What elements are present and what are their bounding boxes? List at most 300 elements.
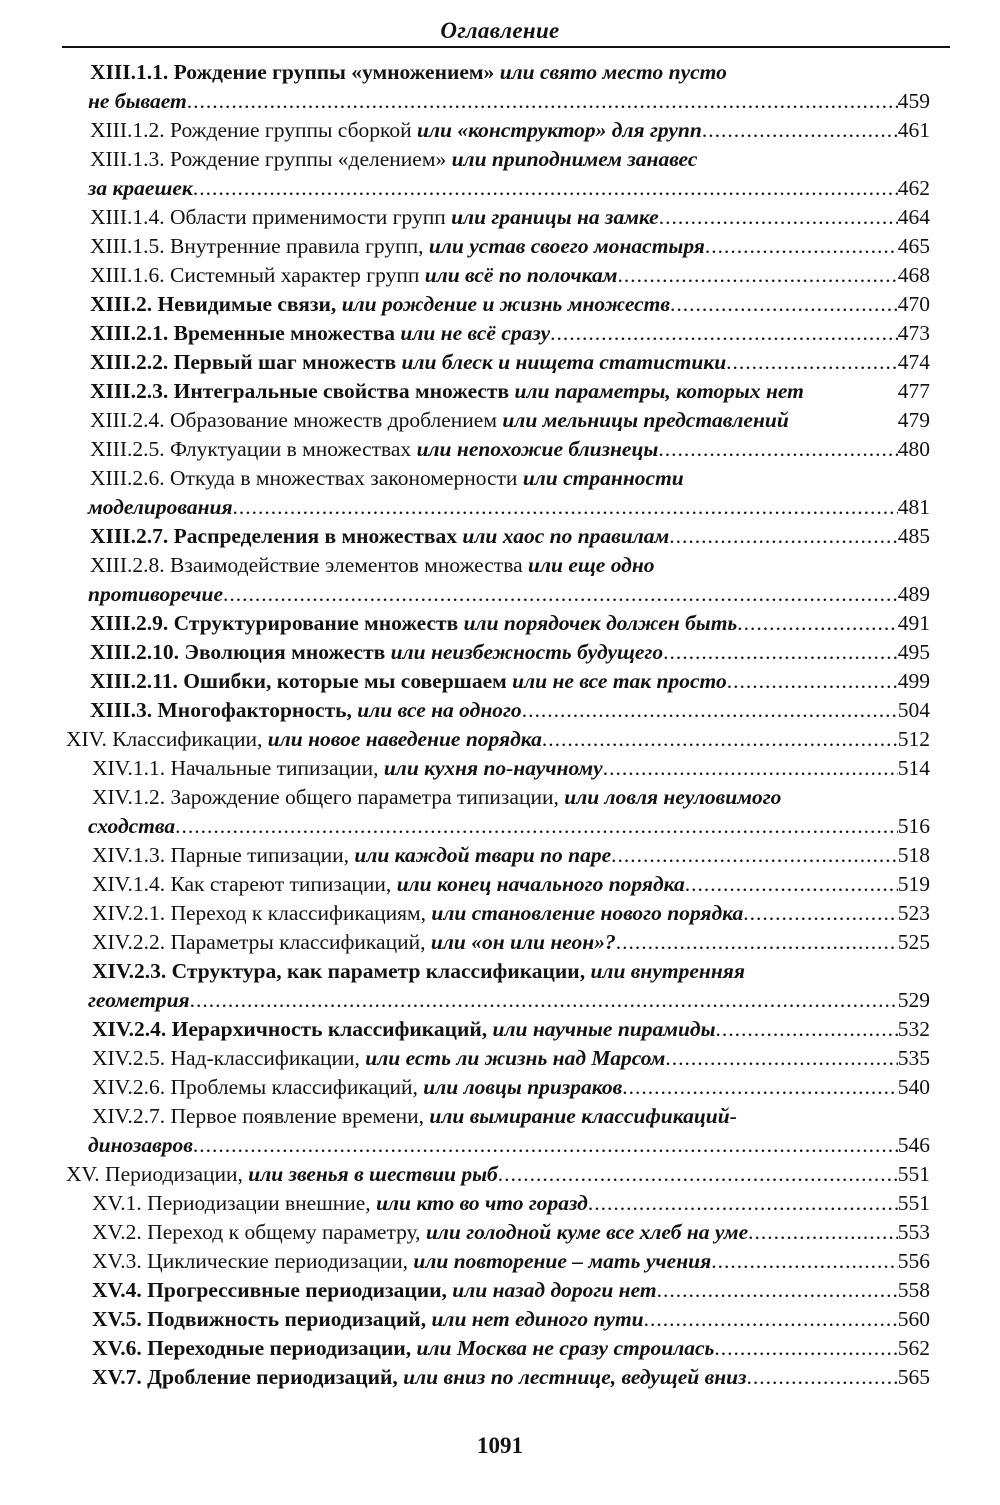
toc-entry-page: 464 <box>897 205 930 229</box>
toc-entry-text <box>90 232 705 261</box>
toc-entry-page: 459 <box>897 89 930 113</box>
toc-entry-page: 504 <box>897 698 930 722</box>
toc-entry-title: Начальные типизации, <box>170 756 379 780</box>
toc-entry-number: XIV.2.1. <box>92 901 166 925</box>
toc-entry-page: 519 <box>897 872 930 896</box>
toc-entry-subtitle: или не все так просто <box>512 669 727 693</box>
toc-leader-dots <box>193 1131 898 1160</box>
toc-entry <box>0 551 1000 609</box>
toc-entry <box>0 1363 1000 1392</box>
toc-entry-subtitle-continuation: геометрия <box>88 988 190 1012</box>
toc-entry-title: Рождение группы «делением» <box>170 147 447 171</box>
toc-entry <box>0 696 1000 725</box>
toc-entry-text <box>66 1160 498 1189</box>
toc-entry-number: XIII.2.8. <box>90 553 165 577</box>
toc-leader-dots <box>644 1305 898 1334</box>
toc-entry-number: XV.4. <box>92 1278 142 1302</box>
toc-entry-line <box>66 1160 930 1189</box>
toc-entry-number: XIII.2.1. <box>90 321 169 345</box>
toc-entry-text <box>92 1305 644 1334</box>
toc-entry <box>0 377 1000 406</box>
toc-entry-subtitle-continuation: динозавров <box>88 1133 193 1157</box>
toc-entry-title: Первый шаг множеств <box>173 350 397 374</box>
toc-entry-number: XV.3. <box>92 1249 142 1273</box>
toc-entry-last-line <box>88 493 930 522</box>
toc-entry-line <box>90 116 930 145</box>
toc-entry-subtitle: или звенья в шествии рыб <box>248 1162 498 1186</box>
toc-entry <box>0 1015 1000 1044</box>
toc-entry-line <box>92 1247 930 1276</box>
toc-entry-number: XIII.2.2. <box>90 350 169 374</box>
toc-entry <box>0 841 1000 870</box>
toc-entry-last-line <box>88 87 930 116</box>
toc-entry-page: 525 <box>897 930 930 954</box>
toc-entry-page: 565 <box>897 1365 930 1389</box>
toc-entry-line <box>92 1015 930 1044</box>
toc-entry-number: XIII.2.9. <box>90 611 169 635</box>
toc-entry-line <box>92 841 930 870</box>
toc-entry-subtitle: или внутренняя <box>590 959 745 983</box>
toc-entry-number: XIV.1.4. <box>92 872 166 896</box>
toc-entry-page: 477 <box>897 379 930 403</box>
toc-entry-line <box>90 377 930 406</box>
toc-entry-title: Структурирование множеств <box>173 611 459 635</box>
toc-entry-page: 514 <box>897 756 930 780</box>
toc-entry <box>0 1276 1000 1305</box>
toc-entry-title: Переход к общему параметру, <box>147 1220 421 1244</box>
toc-entry-line <box>90 696 930 725</box>
toc-entry-subtitle-continuation: за краешек <box>88 176 193 200</box>
toc-entry-page: 489 <box>897 582 930 606</box>
toc-leader-dots <box>665 1044 897 1073</box>
toc-entry-text <box>90 638 663 667</box>
toc-leader-dots <box>737 609 897 638</box>
toc-entry-subtitle-continuation: сходства <box>88 814 176 838</box>
toc-entry-number: XIII.2.10. <box>90 640 180 664</box>
toc-entry-subtitle: или «он или неон»? <box>430 930 616 954</box>
toc-entry-text <box>90 522 669 551</box>
toc-entry-title: Структура, как параметр классификации, <box>171 959 586 983</box>
toc-entry-subtitle-continuation: противоречие <box>88 582 224 606</box>
toc-entry-text <box>90 116 702 145</box>
toc-entry-line <box>90 290 930 319</box>
toc-entry-number: XIII.2.6. <box>90 466 165 490</box>
toc-entry-page: 516 <box>897 814 930 838</box>
toc-entry-title: Невидимые связи, <box>157 292 337 316</box>
toc-entry-subtitle-continuation: не бывает <box>88 89 187 113</box>
toc-entry <box>0 1189 1000 1218</box>
toc-leader-dots <box>670 290 898 319</box>
toc-entry-number: XIII.2.4. <box>90 408 165 432</box>
toc-leader-dots <box>658 435 897 464</box>
toc-entry-text <box>90 435 658 464</box>
toc-entry-subtitle: или ловцы призраков <box>423 1075 623 1099</box>
toc-entry-page: 556 <box>897 1249 930 1273</box>
toc-entry-last-line <box>88 580 930 609</box>
toc-entry-text <box>92 1044 665 1073</box>
toc-leader-dots <box>498 1160 898 1189</box>
toc-entry <box>0 1218 1000 1247</box>
toc-leader-dots <box>190 986 898 1015</box>
toc-entry-page: 529 <box>897 988 930 1012</box>
toc-entry-title: Дробление периодизаций, <box>147 1365 398 1389</box>
toc-leader-dots <box>716 1015 898 1044</box>
toc-entry-subtitle: или кто во что горазд <box>376 1191 588 1215</box>
toc-entry-subtitle: или повторение – мать учения <box>413 1249 712 1273</box>
toc-entry-line <box>66 725 930 754</box>
toc-entry-first-line <box>90 58 727 87</box>
toc-entry-title: Флуктуации в множествах <box>170 437 412 461</box>
toc-entry-title: Переход к классификациям, <box>170 901 427 925</box>
toc-entry-page: 546 <box>897 1133 930 1157</box>
toc-entry <box>0 1073 1000 1102</box>
toc-entry-line <box>92 1218 930 1247</box>
toc-entry-text <box>92 1363 746 1392</box>
toc-entry-page: 558 <box>897 1278 930 1302</box>
toc-entry-line <box>92 899 930 928</box>
toc-entry-subtitle: или новое наведение порядка <box>267 727 542 751</box>
toc-entry <box>0 406 1000 435</box>
toc-entry-page: 473 <box>897 321 930 345</box>
toc-entry-page: 535 <box>897 1046 930 1070</box>
toc-entry-number: XIII.2. <box>90 292 153 316</box>
table-of-contents <box>0 58 1000 1392</box>
toc-entry-number: XIII.1.1. <box>90 60 169 84</box>
toc-entry <box>0 1305 1000 1334</box>
toc-entry-line <box>92 1305 930 1334</box>
toc-entry-title: Подвижность периодизаций, <box>147 1307 427 1331</box>
toc-entry-subtitle: или приподнимем занавес <box>451 147 698 171</box>
toc-entry-page: 532 <box>897 1017 930 1041</box>
toc-entry-subtitle: или свято место пусто <box>499 60 727 84</box>
toc-entry-line <box>90 261 930 290</box>
toc-entry <box>0 609 1000 638</box>
toc-leader-dots <box>685 870 898 899</box>
toc-entry-line <box>90 609 930 638</box>
toc-entry-text <box>92 870 685 899</box>
toc-entry <box>0 957 1000 1015</box>
toc-entry-title: Ошибки, которые мы совершаем <box>183 669 507 693</box>
toc-entry-text <box>92 1276 657 1305</box>
toc-entry <box>0 754 1000 783</box>
toc-leader-dots <box>743 899 897 928</box>
toc-leader-dots <box>622 1073 898 1102</box>
toc-entry-page: 479 <box>897 408 930 432</box>
toc-entry-text <box>92 841 611 870</box>
toc-entry-subtitle: или устав своего монастыря <box>428 234 705 258</box>
toc-entry-subtitle: или параметры, которых нет <box>514 379 804 403</box>
toc-entry <box>0 725 1000 754</box>
toc-leader-dots <box>669 522 898 551</box>
toc-entry-text <box>92 754 603 783</box>
toc-entry-page: 474 <box>897 350 930 374</box>
toc-entry-last-line <box>88 812 930 841</box>
toc-entry-line <box>90 406 930 435</box>
toc-entry-number: XIV. <box>66 727 107 751</box>
toc-leader-dots <box>611 841 898 870</box>
toc-entry-title: Первое появление времени, <box>170 1104 424 1128</box>
page-number: 1091 <box>477 1433 523 1458</box>
toc-entry-number: XIII.3. <box>90 698 153 722</box>
toc-entry-subtitle: или неизбежность будущего <box>390 640 664 664</box>
toc-entry-last-line <box>88 986 930 1015</box>
toc-leader-dots <box>175 812 898 841</box>
toc-entry <box>0 290 1000 319</box>
toc-entry-text <box>90 406 789 435</box>
toc-entry-page: 461 <box>897 118 930 142</box>
toc-entry-number: XIII.1.4. <box>90 205 165 229</box>
toc-leader-dots <box>711 1247 898 1276</box>
toc-leader-dots <box>617 261 897 290</box>
toc-entry-subtitle: или не всё сразу <box>400 321 551 345</box>
toc-entry-title: Парные типизации, <box>170 843 349 867</box>
toc-leader-dots <box>522 696 898 725</box>
toc-entry-number: XIV.1.3. <box>92 843 166 867</box>
toc-entry-number: XV.6. <box>92 1336 142 1360</box>
toc-entry-number: XIV.1.1. <box>92 756 166 780</box>
toc-entry <box>0 1044 1000 1073</box>
toc-entry-subtitle: или странности <box>522 466 684 490</box>
toc-entry-title: Иерархичность классификаций, <box>171 1017 488 1041</box>
toc-leader-dots <box>727 667 898 696</box>
toc-entry <box>0 145 1000 203</box>
toc-entry-subtitle: или Москва не сразу строилась <box>416 1336 715 1360</box>
toc-entry-subtitle: или становление нового порядка <box>431 901 744 925</box>
toc-entry-line <box>92 1334 930 1363</box>
toc-entry-number: XIII.2.7. <box>90 524 169 548</box>
toc-entry-title: Области применимости групп <box>170 205 446 229</box>
toc-entry-subtitle: или назад дороги нет <box>452 1278 657 1302</box>
toc-entry-first-line <box>90 551 655 580</box>
toc-entry <box>0 638 1000 667</box>
toc-entry-text <box>66 725 542 754</box>
toc-entry-text <box>92 1015 716 1044</box>
toc-entry-page: 551 <box>897 1162 930 1186</box>
toc-entry-text <box>90 377 804 406</box>
toc-entry <box>0 348 1000 377</box>
toc-entry-title: Внутренние правила групп, <box>170 234 424 258</box>
toc-entry-number: XIV.2.5. <box>92 1046 166 1070</box>
toc-entry-line <box>90 232 930 261</box>
toc-entry-text <box>90 348 726 377</box>
toc-entry-subtitle: или еще одно <box>528 553 655 577</box>
toc-entry-text <box>90 290 670 319</box>
toc-entry-text <box>92 899 743 928</box>
toc-entry <box>0 58 1000 116</box>
toc-entry-page: 553 <box>897 1220 930 1244</box>
toc-entry-title: Временные множества <box>173 321 395 345</box>
toc-entry-first-line <box>90 464 684 493</box>
toc-entry-page: 491 <box>897 611 930 635</box>
toc-entry <box>0 783 1000 841</box>
toc-entry-subtitle: или блеск и нищета статистики <box>401 350 727 374</box>
toc-entry-number: XIV.2.7. <box>92 1104 166 1128</box>
toc-entry-subtitle: или мельницы представлений <box>502 408 789 432</box>
toc-entry <box>0 1160 1000 1189</box>
toc-entry-text <box>92 1218 748 1247</box>
page-header-title: Оглавление <box>440 18 560 43</box>
toc-entry-title: Зарождение общего параметра типизации, <box>170 785 559 809</box>
toc-entry-last-line <box>88 1131 930 1160</box>
toc-entry-subtitle: или всё по полочкам <box>424 263 618 287</box>
toc-entry-line <box>90 667 930 696</box>
toc-entry-number: XIII.2.3. <box>90 379 169 403</box>
toc-entry-number: XIII.1.6. <box>90 263 165 287</box>
toc-entry-page: 551 <box>897 1191 930 1215</box>
toc-entry <box>0 1334 1000 1363</box>
toc-entry-title: Распределения в множествах <box>173 524 458 548</box>
toc-entry-page: 485 <box>897 524 930 548</box>
toc-entry-title: Рождение группы сборкой <box>170 118 412 142</box>
toc-entry-title: Образование множеств дроблением <box>170 408 497 432</box>
toc-leader-dots <box>657 1276 898 1305</box>
toc-entry-line <box>90 435 930 464</box>
toc-entry-title: Взаимодействие элементов множества <box>170 553 523 577</box>
toc-entry-subtitle: или голодной куме все хлеб на уме <box>425 1220 749 1244</box>
toc-entry-number: XIV.2.4. <box>92 1017 167 1041</box>
toc-entry <box>0 116 1000 145</box>
toc-leader-dots <box>550 319 898 348</box>
toc-entry-text <box>92 1247 711 1276</box>
toc-leader-dots <box>702 116 898 145</box>
toc-entry-subtitle: или вниз по лестнице, ведущей вниз <box>403 1365 747 1389</box>
toc-leader-dots <box>187 87 898 116</box>
toc-entry-line <box>90 319 930 348</box>
toc-entry <box>0 899 1000 928</box>
toc-entry-text <box>90 319 550 348</box>
toc-entry-line <box>90 348 930 377</box>
toc-entry-number: XIII.2.11. <box>90 669 178 693</box>
toc-entry <box>0 1247 1000 1276</box>
toc-leader-dots <box>542 725 898 754</box>
toc-entry-subtitle: или конец начального порядка <box>396 872 685 896</box>
toc-entry-first-line <box>92 957 745 986</box>
toc-entry-line <box>90 522 930 551</box>
toc-entry-text <box>92 1189 588 1218</box>
toc-entry-subtitle: или научные пирамиды <box>492 1017 716 1041</box>
toc-entry <box>0 435 1000 464</box>
toc-entry-title: Системный характер групп <box>170 263 420 287</box>
toc-entry-line <box>92 1363 930 1392</box>
toc-entry-title: Параметры классификаций, <box>170 930 426 954</box>
toc-leader-dots <box>705 232 898 261</box>
toc-entry-title: Над-классификации, <box>170 1046 360 1070</box>
toc-entry-number: XIII.1.2. <box>90 118 165 142</box>
toc-entry-page: 495 <box>897 640 930 664</box>
toc-entry-text <box>90 261 617 290</box>
toc-entry-text <box>92 1073 622 1102</box>
toc-entry-number: XIII.1.3. <box>90 147 165 171</box>
toc-entry-title: Как стареют типизации, <box>170 872 392 896</box>
toc-entry-page: 562 <box>897 1336 930 1360</box>
toc-entry-page: 462 <box>897 176 930 200</box>
toc-leader-dots <box>746 1363 897 1392</box>
toc-entry-line <box>90 638 930 667</box>
toc-entry <box>0 870 1000 899</box>
toc-entry <box>0 667 1000 696</box>
toc-entry <box>0 928 1000 957</box>
header-rule <box>62 46 950 48</box>
toc-leader-dots <box>659 203 898 232</box>
toc-entry-page: 481 <box>897 495 930 519</box>
toc-entry-line <box>92 1073 930 1102</box>
toc-leader-dots <box>588 1189 898 1218</box>
toc-entry-text <box>92 928 616 957</box>
toc-entry-subtitle: или хаос по правилам <box>462 524 670 548</box>
toc-entry-line <box>92 1189 930 1218</box>
toc-entry-page: 540 <box>897 1075 930 1099</box>
toc-entry-subtitle: или порядочек должен быть <box>463 611 738 635</box>
toc-entry-title: Многофакторность, <box>157 698 352 722</box>
toc-entry <box>0 464 1000 522</box>
toc-leader-dots <box>616 928 898 957</box>
toc-entry-title: Интегральные свойства множеств <box>173 379 510 403</box>
toc-entry-subtitle: или непохожие близнецы <box>416 437 659 461</box>
toc-entry-page: 499 <box>897 669 930 693</box>
toc-entry <box>0 203 1000 232</box>
toc-entry-subtitle: или кухня по-научному <box>383 756 603 780</box>
toc-entry-title: Периодизации внешние, <box>147 1191 371 1215</box>
toc-entry-number: XIII.2.5. <box>90 437 165 461</box>
toc-entry-subtitle: или «конструктор» для групп <box>417 118 702 142</box>
toc-leader-dots <box>726 348 898 377</box>
toc-entry-title: Циклические периодизации, <box>147 1249 408 1273</box>
toc-entry <box>0 232 1000 261</box>
toc-entry-text <box>90 667 727 696</box>
toc-entry-number: XV.2. <box>92 1220 142 1244</box>
toc-entry-page: 468 <box>897 263 930 287</box>
toc-entry <box>0 522 1000 551</box>
toc-entry-line <box>92 928 930 957</box>
toc-entry-page: 523 <box>897 901 930 925</box>
toc-entry-title: Классификации, <box>112 727 263 751</box>
toc-entry-last-line <box>88 174 930 203</box>
toc-entry-subtitle: или ловля неуловимого <box>564 785 782 809</box>
toc-entry-title: Переходные периодизации, <box>147 1336 412 1360</box>
toc-entry-first-line <box>92 1102 737 1131</box>
toc-entry-text <box>90 609 737 638</box>
toc-entry-subtitle: или каждой твари по паре <box>354 843 612 867</box>
toc-entry-text <box>90 203 659 232</box>
toc-entry-page: 480 <box>897 437 930 461</box>
toc-leader-dots <box>603 754 898 783</box>
toc-leader-dots <box>223 580 898 609</box>
toc-entry-text <box>92 1334 714 1363</box>
toc-entry-title: Проблемы классификаций, <box>170 1075 418 1099</box>
toc-entry-page: 465 <box>897 234 930 258</box>
toc-leader-dots <box>193 174 898 203</box>
toc-entry-first-line <box>90 145 697 174</box>
toc-entry-first-line <box>92 783 781 812</box>
toc-entry-number: XIV.1.2. <box>92 785 166 809</box>
toc-entry <box>0 261 1000 290</box>
toc-entry-line <box>92 870 930 899</box>
toc-leader-dots <box>663 638 898 667</box>
toc-entry-subtitle: или все на одного <box>357 698 522 722</box>
toc-entry <box>0 1102 1000 1160</box>
toc-entry-title: Откуда в множествах закономерности <box>170 466 518 490</box>
toc-leader-dots <box>233 493 898 522</box>
toc-entry-number: XV.7. <box>92 1365 142 1389</box>
toc-entry-number: XV. <box>66 1162 100 1186</box>
toc-entry-title: Рождение группы «умножением» <box>173 60 495 84</box>
toc-entry-number: XV.5. <box>92 1307 142 1331</box>
toc-entry-line <box>92 1044 930 1073</box>
toc-entry-text <box>90 696 522 725</box>
toc-entry-subtitle: или рождение и жизнь множеств <box>341 292 670 316</box>
toc-entry-page: 560 <box>897 1307 930 1331</box>
toc-entry-number: XIV.2.6. <box>92 1075 166 1099</box>
